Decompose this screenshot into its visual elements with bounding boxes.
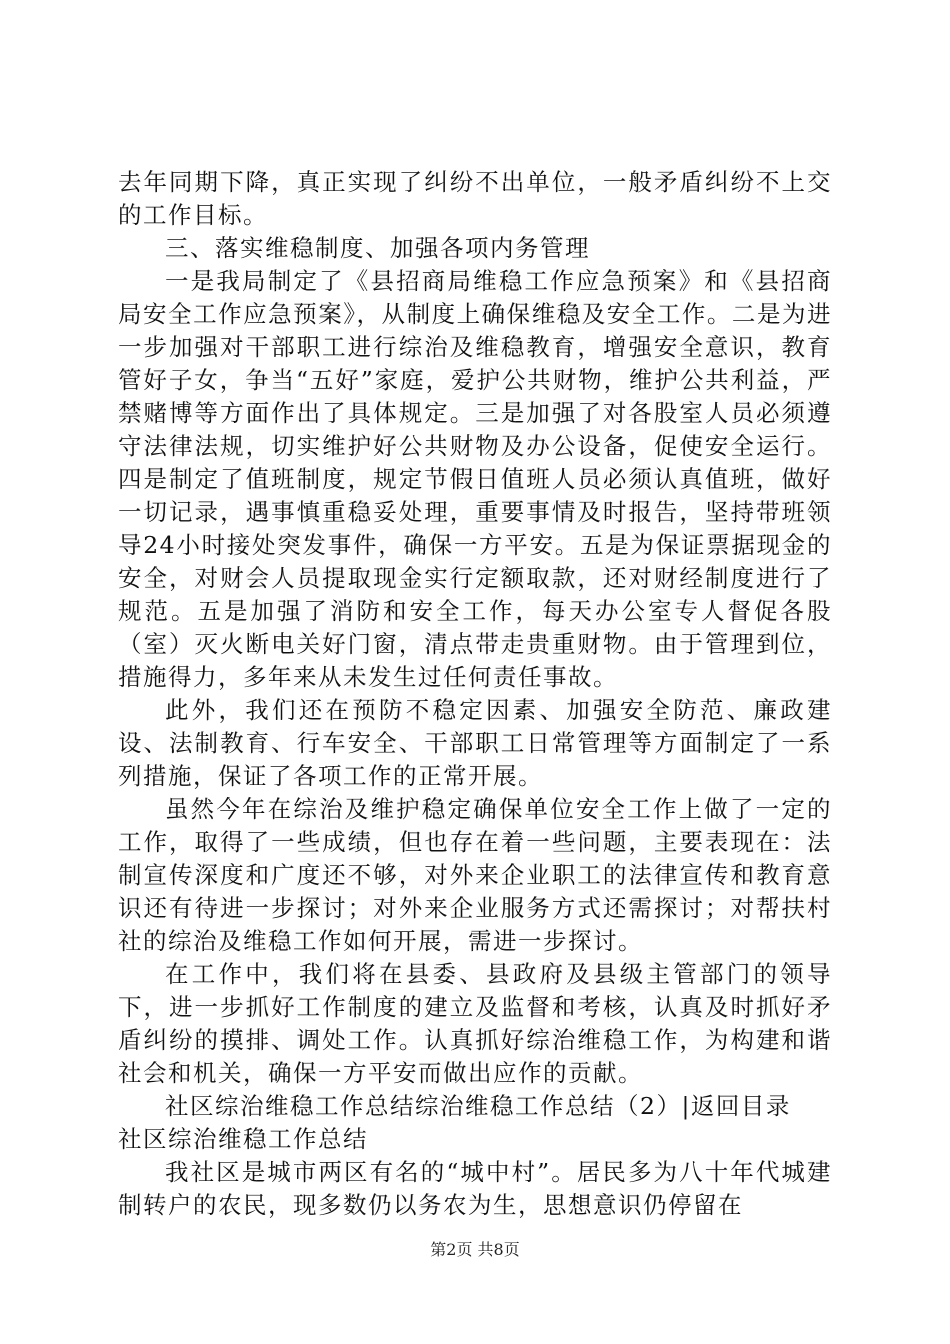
paragraph-additional: 此外，我们还在预防不稳定因素、加强安全防范、廉政建设、法制教育、行车安全、干部职工日常管理等方面制定了一系列措施，保证了各项工作的正常开展。 xyxy=(118,696,832,790)
next-article-link[interactable]: 社区综治维稳工作总结综治维稳工作总结（2）|返回目录 xyxy=(165,1092,791,1120)
paragraph-problems: 虽然今年在综治及维护稳定确保单位安全工作上做了一定的工作，取得了一些成绩，但也存在着一些问题，主要表现在：法制宣传深度和广度还不够，对外来企业职工的法律宣传和教育意识还有待进一步探讨；对外来企业服务方式还需探讨；对帮扶村社的综治及维稳工作如何开展，需进一步探讨。 xyxy=(118,795,832,955)
paragraph-future-work: 在工作中，我们将在县委、县政府及县级主管部门的领导下，进一步抓好工作制度的建立及监督和考核，认真及时抓好矛盾纠纷的摸排、调处工作。认真抓好综治维稳工作，为构建和谐社会和机关，确保一方平安而做出应作的贡献。 xyxy=(118,960,832,1087)
paragraph-measures: 一是我局制定了《县招商局维稳工作应急预案》和《县招商局安全工作应急预案》，从制度上确保维稳及安全工作。二是为进一步加强对干部职工进行综治及维稳教育，增强安全意识，教育管好子女，争当“五好”家庭，爱护公共财物，维护公共利益，严禁赌博等方面作出了具体规定。三是加强了对各股室人员必须遵守法律法规，切实维护好公共财物及办公设备，促使安全运行。四是制定了值班制度，规定节假日值班人员必须认真值班，做好一切记录，遇事慎重稳妥处理，重要事情及时报告，坚持带班领导24小时接处突发事件，确保一方平安。五是为保证票据现金的安全，对财会人员提取现金实行定额取款，还对财经制度进行了规范。五是加强了消防和安全工作，每天办公室专人督促各股（室）灭火断电关好门窗，清点带走贵重财物。由于管理到位，措施得力，多年来从未发生过任何责任事故。 xyxy=(118,267,832,691)
paragraph-1: 去年同期下降，真正实现了纠纷不出单位，一般矛盾纠纷不上交的工作目标。 xyxy=(118,168,832,229)
page-footer xyxy=(0,1240,950,1260)
page-number: 第2页 共8页 xyxy=(430,1240,520,1259)
document-body xyxy=(118,166,832,1222)
section-heading: 三、落实维稳制度、加强各项内务管理 xyxy=(165,234,590,262)
paragraph-community-intro: 我社区是城市两区有名的“城中村”。居民多为八十年代城建制转户的农民，现多数仍以务农为生，思想意识仍停留在 xyxy=(118,1158,832,1219)
article-title: 社区综治维稳工作总结 xyxy=(118,1125,368,1153)
